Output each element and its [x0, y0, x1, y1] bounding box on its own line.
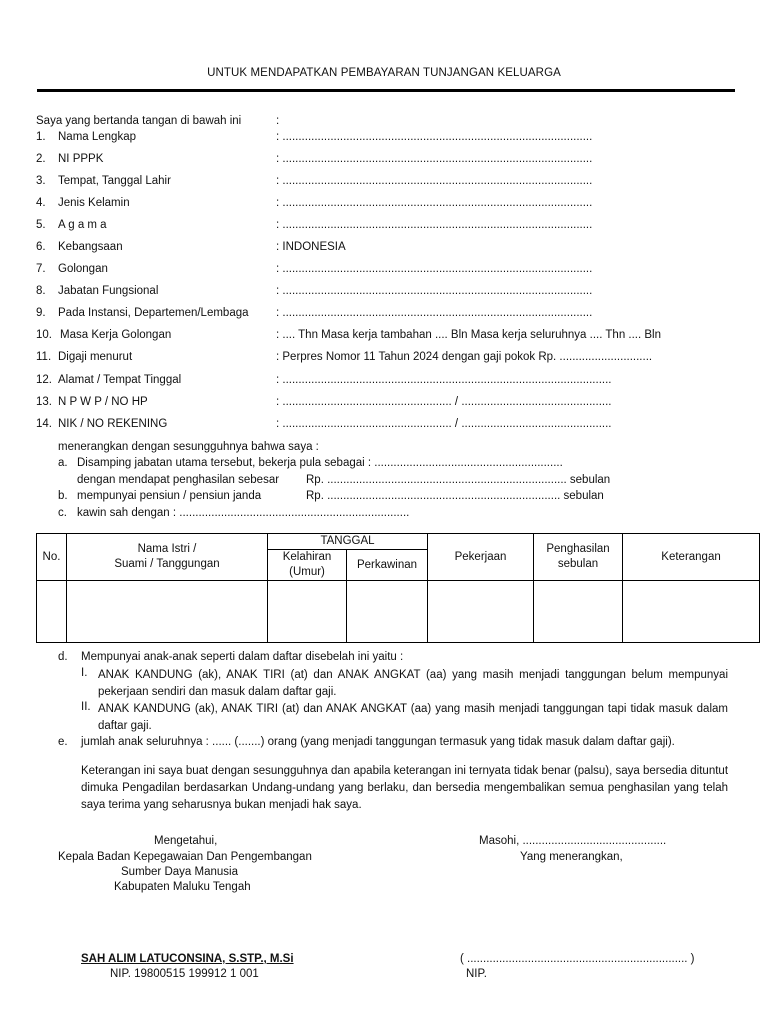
sign-right-nip: NIP.: [466, 968, 487, 980]
statement-c-text: kawin sah dengan : ........................................................................: [77, 507, 410, 519]
field-number: 3.: [36, 175, 46, 187]
header-keterangan: Keterangan: [623, 534, 760, 581]
page-title: UNTUK MENDAPATKAN PEMBAYARAN TUNJANGAN KELUARGA: [207, 67, 561, 79]
field-number: 8.: [36, 285, 46, 297]
header-tanggal: TANGGAL: [268, 534, 428, 550]
field-number: 14.: [36, 418, 52, 430]
field-number: 5.: [36, 219, 46, 231]
children-e-text: jumlah anak seluruhnya : ...... (.......) orang (yang menjadi tanggungan termasuk yang tidak masuk dalam daftar gaji).: [81, 736, 675, 748]
header-penghasilan-line1: Penghasilan: [546, 543, 610, 555]
field-number: 9.: [36, 307, 46, 319]
declaration-paragraph: Keterangan ini saya buat dengan sesungguhnya dan apabila keterangan ini ternyata tidak benar (palsu), saya bersedia dituntut dimuka Pengadilan berdasarkan Undang-undang yang berlaku, dan bersedia mengembalikan semua penghasilan yang telah saya terima yang seharusnya bukan menjadi hak saya.: [81, 765, 729, 811]
cell-empty[interactable]: [623, 581, 760, 643]
field-value-golongan: : .................................................................................................: [276, 263, 593, 275]
statement-b-value: Rp. ......................................................................... sebulan: [306, 490, 604, 502]
table-row: [37, 581, 760, 643]
header-no: No.: [37, 534, 67, 581]
statement-intro: menerangkan dengan sesungguhnya bahwa saya :: [58, 441, 319, 453]
field-number: 11.: [36, 351, 52, 363]
field-number: 7.: [36, 263, 46, 275]
cell-empty[interactable]: [534, 581, 623, 643]
field-value-npwp: : ..................................................... / ...............................................: [276, 396, 612, 408]
intro-colon: :: [276, 115, 280, 127]
field-number: 12.: [36, 374, 52, 386]
field-label-nipppk: NI PPPK: [58, 153, 104, 165]
statement-a-line2-label: dengan mendapat penghasilan sebesar: [77, 474, 280, 486]
children-i-text: ANAK KANDUNG (ak), ANAK TIRI (at) dan ANAK ANGKAT (aa) yang masih menjadi tanggungan belum mempunyai pekerjaan sendiri dan masuk dalam daftar gaji.: [98, 669, 728, 698]
field-value-nama: : .................................................................................................: [276, 131, 593, 143]
field-label-masa-kerja: Masa Kerja Golongan: [60, 329, 172, 341]
children-marker-i: I.: [81, 667, 88, 679]
statement-marker-a: a.: [58, 457, 68, 469]
field-label-jabatan: Jabatan Fungsional: [58, 285, 159, 297]
field-number: 6.: [36, 241, 46, 253]
sign-left-office-line2: Sumber Daya Manusia: [121, 866, 238, 878]
children-marker-d: d.: [58, 651, 68, 663]
field-label-npwp: N P W P / NO HP: [58, 396, 148, 408]
header-nama-line2: Suami / Tanggungan: [114, 558, 220, 570]
sign-left-office-line3: Kabupaten Maluku Tengah: [114, 881, 251, 893]
cell-empty[interactable]: [268, 581, 347, 643]
statement-marker-b: b.: [58, 490, 68, 502]
field-label-agama: A g a m a: [58, 219, 107, 231]
sign-left-name: SAH ALIM LATUCONSINA, S.STP., M.Si: [81, 953, 294, 965]
sign-left-office-line1: Kepala Badan Kepegawaian Dan Pengembangan: [58, 851, 312, 863]
field-label-golongan: Golongan: [58, 263, 108, 275]
statement-marker-c: c.: [58, 507, 67, 519]
field-label-instansi: Pada Instansi, Departemen/Lembaga: [58, 307, 249, 319]
statement-a-line2-value: Rp. ........................................................................... sebulan: [306, 474, 611, 486]
field-label-jenis-kelamin: Jenis Kelamin: [58, 197, 130, 209]
cell-empty[interactable]: [347, 581, 428, 643]
field-label-alamat: Alamat / Tempat Tinggal: [58, 374, 182, 386]
field-label-digaji: Digaji menurut: [58, 351, 133, 363]
field-value-masa-kerja: : .... Thn Masa kerja tambahan .... Bln Masa kerja seluruhnya .... Thn .... Bln: [276, 329, 662, 341]
cell-empty[interactable]: [67, 581, 268, 643]
children-marker-ii: II.: [81, 701, 91, 713]
children-marker-e: e.: [58, 736, 68, 748]
field-label-ttl: Tempat, Tanggal Lahir: [58, 175, 171, 187]
cell-empty[interactable]: [428, 581, 534, 643]
field-label-kebangsaan: Kebangsaan: [58, 241, 123, 253]
spouse-table: [36, 533, 760, 643]
header-penghasilan: [534, 534, 623, 581]
header-kelahiran-line2: (Umur): [289, 566, 325, 578]
children-d-text: Mempunyai anak-anak seperti dalam daftar disebelah ini yaitu :: [81, 651, 404, 663]
title-divider: [37, 89, 735, 92]
header-pekerjaan: Pekerjaan: [428, 534, 534, 581]
header-kelahiran-line1: Kelahiran: [282, 551, 332, 563]
header-penghasilan-line2: sebulan: [557, 558, 599, 570]
field-value-ttl: : .................................................................................................: [276, 175, 593, 187]
field-value-nik: : ..................................................... / ...............................................: [276, 418, 612, 430]
field-number: 13.: [36, 396, 52, 408]
sign-right-name-blank: ( ..................................................................... ): [460, 953, 695, 965]
header-nama: [67, 534, 268, 581]
field-number: 4.: [36, 197, 46, 209]
statement-a-line1: Disamping jabatan utama tersebut, bekerja pula sebagai : ...........................................................: [77, 457, 563, 469]
sign-right-menerangkan: Yang menerangkan,: [520, 851, 623, 863]
field-number: 2.: [36, 153, 46, 165]
statement-b-label: mempunyai pensiun / pensiun janda: [77, 490, 262, 502]
field-value-kebangsaan: : INDONESIA: [276, 241, 346, 253]
field-value-nipppk: : .................................................................................................: [276, 153, 593, 165]
field-value-jabatan: : .................................................................................................: [276, 285, 593, 297]
field-value-instansi: : .................................................................................................: [276, 307, 593, 319]
header-nama-line1: Nama Istri /: [137, 543, 197, 555]
field-label-nik: NIK / NO REKENING: [58, 418, 168, 430]
field-label-nama: Nama Lengkap: [58, 131, 136, 143]
field-value-jenis-kelamin: : .................................................................................................: [276, 197, 593, 209]
field-number: 1.: [36, 131, 46, 143]
field-number: 10.: [36, 329, 52, 341]
sign-left-nip: NIP. 19800515 199912 1 001: [110, 968, 259, 980]
header-perkawinan: Perkawinan: [347, 550, 428, 581]
sign-left-mengetahui: Mengetahui,: [154, 835, 218, 847]
header-kelahiran: [268, 550, 347, 581]
children-ii-text: ANAK KANDUNG (ak), ANAK TIRI (at) dan ANAK ANGKAT (aa) yang masih menjadi tanggungan tapi tidak masuk dalam daftar gaji.: [98, 703, 728, 732]
intro-label: Saya yang bertanda tangan di bawah ini: [36, 115, 242, 127]
field-value-alamat: : .......................................................................................................: [276, 374, 612, 386]
sign-right-place-date: Masohi, .............................................: [479, 835, 667, 847]
field-value-digaji: : Perpres Nomor 11 Tahun 2024 dengan gaji pokok Rp. .............................: [276, 351, 653, 363]
field-value-agama: : .................................................................................................: [276, 219, 593, 231]
cell-empty[interactable]: [37, 581, 67, 643]
